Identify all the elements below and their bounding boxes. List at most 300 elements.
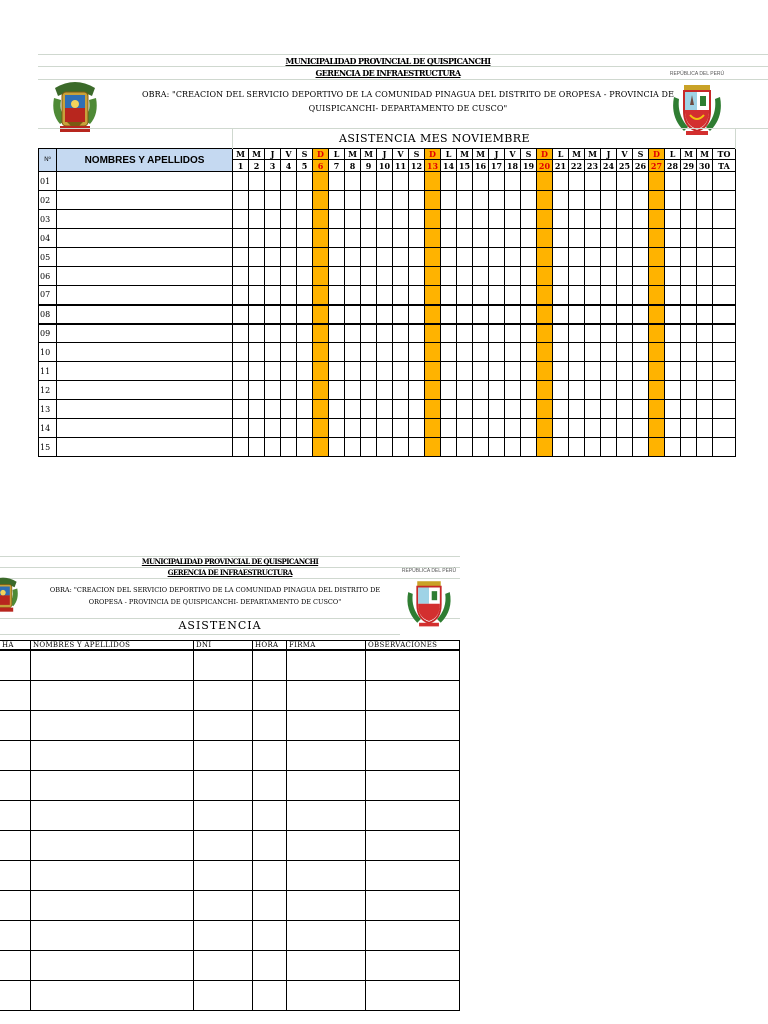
attendance-cell[interactable] — [505, 210, 521, 229]
attendance-cell[interactable] — [665, 362, 681, 381]
name-cell[interactable] — [57, 248, 233, 267]
attendance-cell[interactable] — [537, 229, 553, 248]
attendance-cell[interactable] — [569, 400, 585, 419]
attendance-cell[interactable] — [473, 267, 489, 286]
entry-cell[interactable] — [253, 680, 287, 710]
attendance-cell[interactable] — [553, 172, 569, 191]
entry-cell[interactable] — [0, 830, 31, 860]
attendance-cell[interactable] — [425, 267, 441, 286]
attendance-cell[interactable] — [281, 172, 297, 191]
attendance-cell[interactable] — [521, 267, 537, 286]
attendance-cell[interactable] — [617, 324, 633, 343]
attendance-cell[interactable] — [361, 172, 377, 191]
name-cell[interactable] — [57, 438, 233, 457]
attendance-cell[interactable] — [601, 419, 617, 438]
attendance-cell[interactable] — [601, 305, 617, 324]
attendance-cell[interactable] — [473, 343, 489, 362]
attendance-cell[interactable] — [553, 191, 569, 210]
attendance-cell[interactable] — [569, 324, 585, 343]
attendance-cell[interactable] — [633, 419, 649, 438]
name-cell[interactable] — [57, 172, 233, 191]
attendance-cell[interactable] — [649, 324, 665, 343]
attendance-cell[interactable] — [313, 191, 329, 210]
attendance-cell[interactable] — [329, 381, 345, 400]
attendance-cell[interactable] — [425, 381, 441, 400]
attendance-cell[interactable] — [649, 419, 665, 438]
attendance-cell[interactable] — [409, 438, 425, 457]
attendance-cell[interactable] — [489, 267, 505, 286]
attendance-cell[interactable] — [233, 229, 249, 248]
attendance-cell[interactable] — [441, 267, 457, 286]
entry-cell[interactable] — [253, 920, 287, 950]
attendance-cell[interactable] — [649, 438, 665, 457]
attendance-cell[interactable] — [361, 305, 377, 324]
attendance-cell[interactable] — [297, 191, 313, 210]
attendance-cell[interactable] — [425, 362, 441, 381]
attendance-cell[interactable] — [393, 172, 409, 191]
attendance-cell[interactable] — [585, 419, 601, 438]
attendance-cell[interactable] — [393, 286, 409, 305]
attendance-cell[interactable] — [441, 324, 457, 343]
entry-cell[interactable] — [194, 920, 253, 950]
attendance-cell[interactable] — [409, 362, 425, 381]
entry-cell[interactable] — [287, 890, 366, 920]
entry-cell[interactable] — [0, 770, 31, 800]
attendance-cell[interactable] — [585, 267, 601, 286]
attendance-cell[interactable] — [425, 172, 441, 191]
attendance-cell[interactable] — [249, 248, 265, 267]
attendance-cell[interactable] — [697, 400, 713, 419]
attendance-cell[interactable] — [313, 419, 329, 438]
attendance-cell[interactable] — [505, 400, 521, 419]
name-cell[interactable] — [57, 400, 233, 419]
attendance-cell[interactable] — [393, 229, 409, 248]
attendance-cell[interactable] — [681, 210, 697, 229]
attendance-cell[interactable] — [665, 191, 681, 210]
entry-cell[interactable] — [366, 740, 460, 770]
attendance-cell[interactable] — [585, 248, 601, 267]
attendance-cell[interactable] — [681, 362, 697, 381]
attendance-cell[interactable] — [665, 400, 681, 419]
attendance-cell[interactable] — [521, 286, 537, 305]
attendance-cell[interactable] — [553, 438, 569, 457]
attendance-cell[interactable] — [633, 248, 649, 267]
attendance-cell[interactable] — [489, 305, 505, 324]
attendance-cell[interactable] — [569, 286, 585, 305]
attendance-cell[interactable] — [681, 267, 697, 286]
attendance-cell[interactable] — [665, 210, 681, 229]
attendance-cell[interactable] — [585, 210, 601, 229]
attendance-cell[interactable] — [377, 229, 393, 248]
attendance-cell[interactable] — [537, 191, 553, 210]
attendance-cell[interactable] — [377, 305, 393, 324]
attendance-cell[interactable] — [553, 210, 569, 229]
attendance-cell[interactable] — [361, 210, 377, 229]
entry-cell[interactable] — [0, 710, 31, 740]
entry-cell[interactable] — [253, 830, 287, 860]
attendance-cell[interactable] — [265, 229, 281, 248]
attendance-cell[interactable] — [281, 210, 297, 229]
attendance-cell[interactable] — [585, 172, 601, 191]
attendance-cell[interactable] — [505, 438, 521, 457]
attendance-cell[interactable] — [505, 172, 521, 191]
attendance-cell[interactable] — [281, 438, 297, 457]
attendance-cell[interactable] — [569, 438, 585, 457]
entry-cell[interactable] — [287, 770, 366, 800]
attendance-cell[interactable] — [441, 210, 457, 229]
name-cell[interactable] — [57, 267, 233, 286]
attendance-cell[interactable] — [361, 286, 377, 305]
entry-cell[interactable] — [194, 740, 253, 770]
attendance-cell[interactable] — [233, 343, 249, 362]
attendance-cell[interactable] — [345, 362, 361, 381]
attendance-cell[interactable] — [329, 419, 345, 438]
attendance-cell[interactable] — [281, 400, 297, 419]
attendance-cell[interactable] — [633, 172, 649, 191]
attendance-cell[interactable] — [633, 191, 649, 210]
entry-cell[interactable] — [253, 650, 287, 680]
attendance-cell[interactable] — [297, 286, 313, 305]
attendance-cell[interactable] — [665, 267, 681, 286]
attendance-cell[interactable] — [473, 248, 489, 267]
attendance-cell[interactable] — [633, 229, 649, 248]
attendance-cell[interactable] — [649, 248, 665, 267]
name-cell[interactable] — [57, 229, 233, 248]
attendance-cell[interactable] — [313, 381, 329, 400]
attendance-cell[interactable] — [585, 362, 601, 381]
entry-cell[interactable] — [0, 920, 31, 950]
attendance-cell[interactable] — [601, 362, 617, 381]
attendance-cell[interactable] — [345, 172, 361, 191]
attendance-cell[interactable] — [537, 172, 553, 191]
attendance-cell[interactable] — [265, 267, 281, 286]
entry-cell[interactable] — [0, 740, 31, 770]
entry-cell[interactable] — [287, 980, 366, 1010]
attendance-cell[interactable] — [345, 210, 361, 229]
attendance-cell[interactable] — [393, 324, 409, 343]
attendance-cell[interactable] — [345, 191, 361, 210]
attendance-cell[interactable] — [473, 286, 489, 305]
attendance-cell[interactable] — [457, 362, 473, 381]
attendance-cell[interactable] — [457, 324, 473, 343]
entry-cell[interactable] — [31, 710, 194, 740]
attendance-cell[interactable] — [489, 248, 505, 267]
attendance-cell[interactable] — [473, 438, 489, 457]
attendance-cell[interactable] — [617, 343, 633, 362]
attendance-cell[interactable] — [441, 191, 457, 210]
attendance-cell[interactable] — [425, 438, 441, 457]
entry-cell[interactable] — [31, 920, 194, 950]
attendance-cell[interactable] — [441, 343, 457, 362]
attendance-cell[interactable] — [633, 438, 649, 457]
attendance-cell[interactable] — [425, 419, 441, 438]
attendance-cell[interactable] — [601, 191, 617, 210]
attendance-cell[interactable] — [473, 210, 489, 229]
attendance-cell[interactable] — [393, 305, 409, 324]
attendance-cell[interactable] — [249, 362, 265, 381]
entry-cell[interactable] — [366, 800, 460, 830]
attendance-cell[interactable] — [569, 172, 585, 191]
attendance-cell[interactable] — [649, 172, 665, 191]
attendance-cell[interactable] — [329, 438, 345, 457]
attendance-cell[interactable] — [681, 248, 697, 267]
attendance-cell[interactable] — [249, 419, 265, 438]
attendance-cell[interactable] — [569, 229, 585, 248]
attendance-cell[interactable] — [697, 305, 713, 324]
attendance-cell[interactable] — [297, 210, 313, 229]
attendance-cell[interactable] — [521, 381, 537, 400]
attendance-cell[interactable] — [393, 191, 409, 210]
attendance-cell[interactable] — [473, 400, 489, 419]
entry-cell[interactable] — [253, 710, 287, 740]
attendance-cell[interactable] — [681, 381, 697, 400]
attendance-cell[interactable] — [265, 419, 281, 438]
attendance-cell[interactable] — [265, 172, 281, 191]
attendance-cell[interactable] — [313, 305, 329, 324]
attendance-cell[interactable] — [601, 400, 617, 419]
attendance-cell[interactable] — [457, 267, 473, 286]
attendance-cell[interactable] — [441, 172, 457, 191]
attendance-cell[interactable] — [457, 438, 473, 457]
attendance-cell[interactable] — [505, 267, 521, 286]
attendance-cell[interactable] — [569, 343, 585, 362]
attendance-cell[interactable] — [265, 324, 281, 343]
attendance-cell[interactable] — [601, 438, 617, 457]
attendance-cell[interactable] — [521, 248, 537, 267]
attendance-cell[interactable] — [249, 381, 265, 400]
attendance-cell[interactable] — [265, 286, 281, 305]
attendance-cell[interactable] — [441, 438, 457, 457]
attendance-cell[interactable] — [393, 210, 409, 229]
attendance-cell[interactable] — [681, 419, 697, 438]
attendance-cell[interactable] — [601, 381, 617, 400]
attendance-cell[interactable] — [473, 362, 489, 381]
attendance-cell[interactable] — [569, 191, 585, 210]
attendance-cell[interactable] — [265, 210, 281, 229]
attendance-cell[interactable] — [345, 229, 361, 248]
attendance-cell[interactable] — [329, 267, 345, 286]
attendance-cell[interactable] — [569, 248, 585, 267]
attendance-cell[interactable] — [537, 362, 553, 381]
entry-cell[interactable] — [287, 740, 366, 770]
attendance-cell[interactable] — [345, 438, 361, 457]
entry-cell[interactable] — [31, 980, 194, 1010]
attendance-cell[interactable] — [313, 267, 329, 286]
attendance-cell[interactable] — [553, 229, 569, 248]
attendance-cell[interactable] — [553, 400, 569, 419]
attendance-cell[interactable] — [665, 419, 681, 438]
attendance-cell[interactable] — [409, 172, 425, 191]
entry-cell[interactable] — [31, 890, 194, 920]
attendance-cell[interactable] — [649, 381, 665, 400]
entry-cell[interactable] — [366, 980, 460, 1010]
attendance-cell[interactable] — [361, 343, 377, 362]
attendance-cell[interactable] — [681, 400, 697, 419]
attendance-cell[interactable] — [601, 210, 617, 229]
attendance-cell[interactable] — [665, 229, 681, 248]
attendance-cell[interactable] — [441, 305, 457, 324]
attendance-cell[interactable] — [297, 229, 313, 248]
attendance-cell[interactable] — [409, 286, 425, 305]
attendance-cell[interactable] — [633, 305, 649, 324]
attendance-cell[interactable] — [409, 343, 425, 362]
attendance-cell[interactable] — [281, 248, 297, 267]
entry-cell[interactable] — [253, 980, 287, 1010]
attendance-cell[interactable] — [361, 419, 377, 438]
attendance-cell[interactable] — [665, 381, 681, 400]
attendance-cell[interactable] — [649, 343, 665, 362]
attendance-cell[interactable] — [345, 400, 361, 419]
entry-cell[interactable] — [253, 800, 287, 830]
attendance-cell[interactable] — [537, 400, 553, 419]
attendance-cell[interactable] — [249, 191, 265, 210]
attendance-cell[interactable] — [681, 343, 697, 362]
attendance-cell[interactable] — [585, 343, 601, 362]
entry-cell[interactable] — [253, 860, 287, 890]
entry-cell[interactable] — [366, 680, 460, 710]
entry-cell[interactable] — [366, 860, 460, 890]
attendance-cell[interactable] — [505, 381, 521, 400]
attendance-cell[interactable] — [665, 324, 681, 343]
entry-cell[interactable] — [31, 800, 194, 830]
attendance-cell[interactable] — [553, 305, 569, 324]
attendance-cell[interactable] — [233, 419, 249, 438]
attendance-cell[interactable] — [329, 324, 345, 343]
attendance-cell[interactable] — [297, 267, 313, 286]
attendance-cell[interactable] — [233, 267, 249, 286]
attendance-cell[interactable] — [249, 305, 265, 324]
attendance-cell[interactable] — [377, 267, 393, 286]
entry-cell[interactable] — [366, 950, 460, 980]
attendance-cell[interactable] — [633, 324, 649, 343]
attendance-cell[interactable] — [457, 419, 473, 438]
attendance-cell[interactable] — [697, 324, 713, 343]
attendance-cell[interactable] — [409, 305, 425, 324]
attendance-cell[interactable] — [281, 362, 297, 381]
entry-cell[interactable] — [31, 650, 194, 680]
attendance-cell[interactable] — [489, 400, 505, 419]
attendance-cell[interactable] — [329, 229, 345, 248]
attendance-cell[interactable] — [313, 324, 329, 343]
attendance-cell[interactable] — [393, 343, 409, 362]
attendance-cell[interactable] — [489, 381, 505, 400]
attendance-cell[interactable] — [233, 362, 249, 381]
attendance-cell[interactable] — [425, 210, 441, 229]
attendance-cell[interactable] — [521, 191, 537, 210]
attendance-cell[interactable] — [617, 229, 633, 248]
attendance-cell[interactable] — [489, 343, 505, 362]
attendance-cell[interactable] — [361, 229, 377, 248]
attendance-cell[interactable] — [265, 362, 281, 381]
attendance-cell[interactable] — [697, 343, 713, 362]
entry-cell[interactable] — [31, 830, 194, 860]
attendance-cell[interactable] — [457, 286, 473, 305]
attendance-cell[interactable] — [377, 248, 393, 267]
attendance-cell[interactable] — [441, 400, 457, 419]
attendance-cell[interactable] — [489, 324, 505, 343]
entry-cell[interactable] — [194, 890, 253, 920]
attendance-cell[interactable] — [281, 191, 297, 210]
attendance-cell[interactable] — [681, 286, 697, 305]
attendance-cell[interactable] — [537, 419, 553, 438]
entry-cell[interactable] — [253, 770, 287, 800]
attendance-cell[interactable] — [265, 305, 281, 324]
attendance-cell[interactable] — [633, 381, 649, 400]
attendance-cell[interactable] — [233, 381, 249, 400]
attendance-cell[interactable] — [457, 305, 473, 324]
attendance-cell[interactable] — [633, 267, 649, 286]
attendance-cell[interactable] — [617, 286, 633, 305]
attendance-cell[interactable] — [537, 381, 553, 400]
attendance-cell[interactable] — [393, 267, 409, 286]
entry-cell[interactable] — [366, 650, 460, 680]
attendance-cell[interactable] — [249, 286, 265, 305]
attendance-cell[interactable] — [505, 286, 521, 305]
entry-cell[interactable] — [31, 770, 194, 800]
entry-cell[interactable] — [366, 890, 460, 920]
attendance-cell[interactable] — [345, 324, 361, 343]
attendance-cell[interactable] — [329, 210, 345, 229]
attendance-cell[interactable] — [617, 381, 633, 400]
attendance-cell[interactable] — [409, 229, 425, 248]
attendance-cell[interactable] — [489, 362, 505, 381]
attendance-cell[interactable] — [297, 343, 313, 362]
attendance-cell[interactable] — [313, 286, 329, 305]
entry-cell[interactable] — [194, 650, 253, 680]
attendance-cell[interactable] — [601, 324, 617, 343]
attendance-cell[interactable] — [489, 191, 505, 210]
attendance-cell[interactable] — [521, 419, 537, 438]
attendance-cell[interactable] — [281, 305, 297, 324]
attendance-cell[interactable] — [585, 229, 601, 248]
attendance-cell[interactable] — [345, 343, 361, 362]
attendance-cell[interactable] — [377, 343, 393, 362]
name-cell[interactable] — [57, 343, 233, 362]
entry-cell[interactable] — [287, 860, 366, 890]
attendance-cell[interactable] — [505, 362, 521, 381]
attendance-cell[interactable] — [665, 172, 681, 191]
entry-cell[interactable] — [0, 680, 31, 710]
attendance-cell[interactable] — [425, 286, 441, 305]
entry-cell[interactable] — [0, 860, 31, 890]
attendance-cell[interactable] — [601, 286, 617, 305]
attendance-cell[interactable] — [473, 381, 489, 400]
attendance-cell[interactable] — [265, 248, 281, 267]
attendance-cell[interactable] — [377, 324, 393, 343]
attendance-cell[interactable] — [617, 438, 633, 457]
attendance-cell[interactable] — [601, 343, 617, 362]
attendance-cell[interactable] — [393, 248, 409, 267]
attendance-cell[interactable] — [585, 400, 601, 419]
attendance-cell[interactable] — [361, 400, 377, 419]
attendance-cell[interactable] — [553, 286, 569, 305]
attendance-cell[interactable] — [281, 343, 297, 362]
attendance-cell[interactable] — [521, 210, 537, 229]
name-cell[interactable] — [57, 210, 233, 229]
attendance-cell[interactable] — [601, 172, 617, 191]
attendance-cell[interactable] — [249, 229, 265, 248]
attendance-cell[interactable] — [361, 381, 377, 400]
attendance-cell[interactable] — [265, 400, 281, 419]
attendance-cell[interactable] — [281, 324, 297, 343]
attendance-cell[interactable] — [633, 343, 649, 362]
attendance-cell[interactable] — [697, 248, 713, 267]
attendance-cell[interactable] — [377, 400, 393, 419]
attendance-cell[interactable] — [697, 229, 713, 248]
attendance-cell[interactable] — [569, 362, 585, 381]
entry-cell[interactable] — [366, 830, 460, 860]
entry-cell[interactable] — [253, 950, 287, 980]
